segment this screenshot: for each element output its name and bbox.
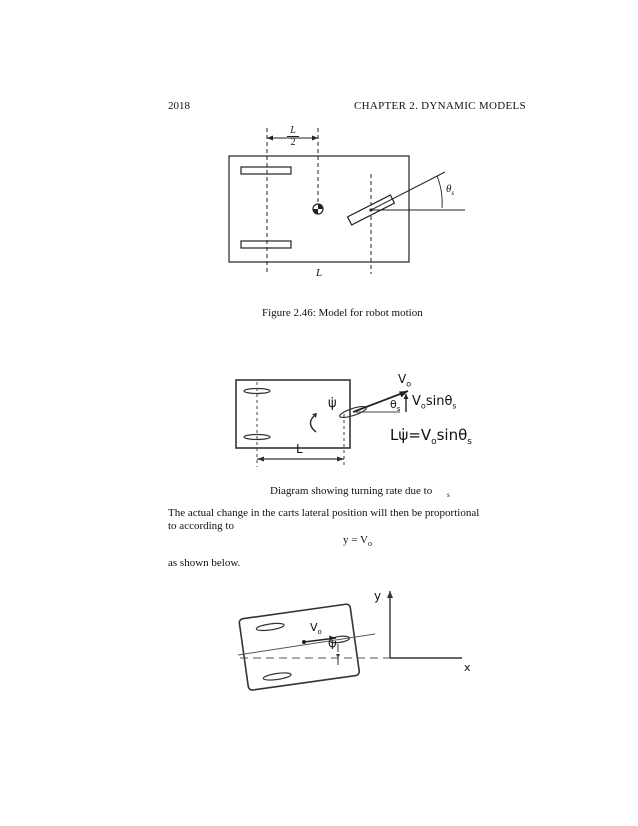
turning-rate-equation-theta-subscript: s [467,437,472,447]
cart-outline [236,380,350,448]
velocity-subscript: o [406,379,412,389]
lateral-velocity-label: V [412,394,421,409]
lateral-velocity-subscript: o [420,401,426,411]
body-equation-subscript: o [367,539,372,549]
tilted-cart [239,604,360,691]
lateral-velocity-sin: sin [425,394,445,409]
half-length-denominator: 2 [290,137,296,148]
figure-caption-2: Diagram showing turning rate due to [270,485,433,497]
turning-rate-equation: Lψ̇=V [390,426,432,444]
steering-direction-line [371,172,445,210]
rear-wheel-bottom [263,672,292,682]
turning-rate-equation-sin: sin [436,426,459,444]
body-line-2: to according to [168,520,234,532]
half-length-label: L [290,125,296,136]
x-axis-label: x [464,661,471,674]
body-equation: y = V [343,534,368,546]
body-line-3: as shown below. [168,557,241,569]
theta-label: θ [390,398,397,411]
rear-wheel-top [256,622,285,632]
figure-lateral-motion [230,585,490,700]
psi-dot-label: ψ̇ [328,396,337,411]
robot-motion-diagram [220,124,480,274]
turning-rate-equation-theta: θ [458,426,468,444]
figure-caption-1: Figure 2.46: Model for robot motion [262,307,423,319]
velocity-subscript: o [317,628,322,637]
lateral-motion-sketch [230,585,490,700]
figure-caption-2-subscript: s [446,491,450,500]
lateral-velocity-theta: θ [444,394,453,409]
length-label: L [316,267,323,279]
turning-rate-equation-subscript: o [431,437,437,447]
steering-angle-subscript: s [451,189,455,198]
body-line-1: The actual change in the carts lateral position will then be proportional [168,507,480,519]
chapter-header: CHAPTER 2. DYNAMIC MODELS [354,100,526,112]
page-number: 2018 [168,100,190,112]
velocity-label: V [398,372,407,386]
lateral-velocity-theta-subscript: s [452,401,457,411]
heading-line [238,634,375,655]
figure-robot-motion [220,124,480,279]
rotation-arrow [310,416,316,432]
turning-rate-sketch [230,372,490,470]
figure-turning-rate [230,372,490,470]
psi-label: Ψ [328,639,337,652]
rear-wheel-top [241,167,291,174]
sketch-length-label: L [296,442,303,456]
steering-angle-arc [437,176,442,208]
y-axis-label: y [374,589,382,603]
velocity-label: V [310,621,318,634]
rear-wheel-bottom [241,241,291,248]
steering-angle-label: θ [446,183,452,195]
theta-subscript: s [396,405,401,414]
